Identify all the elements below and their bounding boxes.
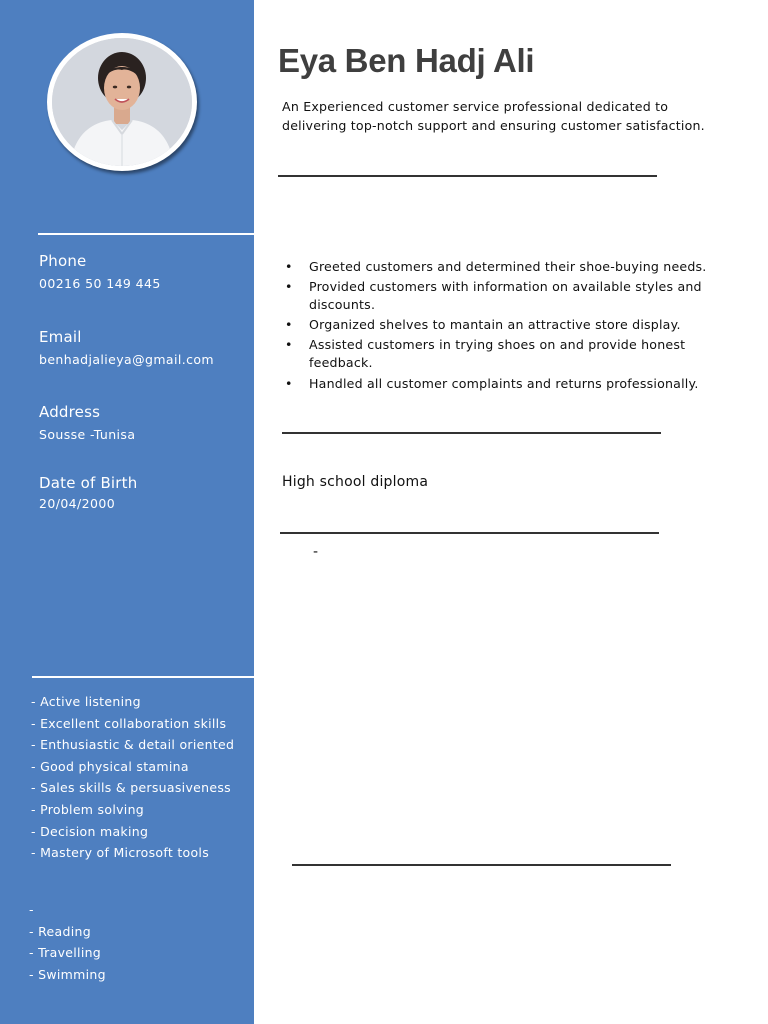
bottom-divider — [292, 864, 671, 866]
skills-list — [31, 691, 234, 864]
experience-item — [285, 258, 715, 276]
bullet-icon: • — [285, 278, 293, 294]
experience-text: Handled all customer complaints and returns professionally. — [309, 376, 699, 392]
skills-divider — [32, 676, 254, 678]
portrait-image — [52, 38, 192, 166]
dob-value: 20/04/2000 — [39, 496, 116, 511]
dob-label: Date of Birth — [39, 474, 138, 492]
profile-photo-frame — [47, 33, 197, 171]
skill-item: - Good physical stamina — [31, 758, 189, 774]
profile-summary: An Experienced customer service professional dedicated to delivering top-notch support and ensuring customer satisfaction. — [282, 99, 705, 133]
experience-divider — [282, 432, 661, 434]
experience-text: Organized shelves to mantain an attractive store display. — [309, 316, 681, 332]
address-label: Address — [39, 403, 101, 421]
email-value: benhadjalieya@gmail.com — [39, 352, 214, 367]
experience-text: Assisted customers in trying shoes on and provide honest feedback. — [309, 336, 686, 370]
skill-item: - Mastery of Microsoft tools — [31, 845, 210, 861]
experience-list — [285, 258, 715, 395]
skill-item: - Sales skills & persuasiveness — [31, 780, 231, 796]
education-item: High school diploma — [282, 474, 429, 490]
experience-text: Provided customers with information on available styles and discounts. — [309, 278, 702, 313]
empty-entry-dash: - — [313, 544, 319, 560]
summary-divider — [278, 175, 657, 177]
bullet-icon: • — [285, 259, 293, 274]
bullet-icon: • — [285, 316, 293, 332]
hobby-item: - Reading — [29, 923, 91, 939]
experience-item — [285, 336, 715, 373]
skill-item: - Active listening — [31, 694, 141, 709]
profile-photo — [52, 38, 192, 166]
bullet-icon: • — [285, 376, 293, 392]
skill-item: - Enthusiastic & detail oriented — [31, 737, 235, 753]
email-label: Email — [39, 328, 82, 346]
hobby-item: - Travelling — [29, 945, 102, 961]
education-divider — [280, 532, 659, 534]
sidebar — [0, 0, 254, 1024]
experience-text: Greeted customers and determined their shoe-buying needs. — [309, 259, 707, 274]
hobby-item: - Swimming — [29, 966, 106, 982]
bullet-icon: • — [285, 336, 293, 352]
skill-item: - Excellent collaboration skills — [31, 715, 227, 731]
experience-item — [285, 316, 715, 334]
hobbies-list — [29, 899, 106, 985]
phone-value: 00216 50 149 445 — [39, 276, 161, 291]
experience-item — [285, 375, 715, 393]
contact-divider — [38, 233, 254, 235]
skill-item: - Decision making — [31, 823, 149, 839]
skill-item: - Problem solving — [31, 801, 145, 817]
phone-label: Phone — [39, 252, 87, 270]
address-value: Sousse -Tunisa — [39, 427, 136, 442]
candidate-name: Eya Ben Hadj Ali — [278, 42, 535, 79]
hobby-item: - — [29, 902, 34, 917]
experience-item — [285, 278, 715, 315]
